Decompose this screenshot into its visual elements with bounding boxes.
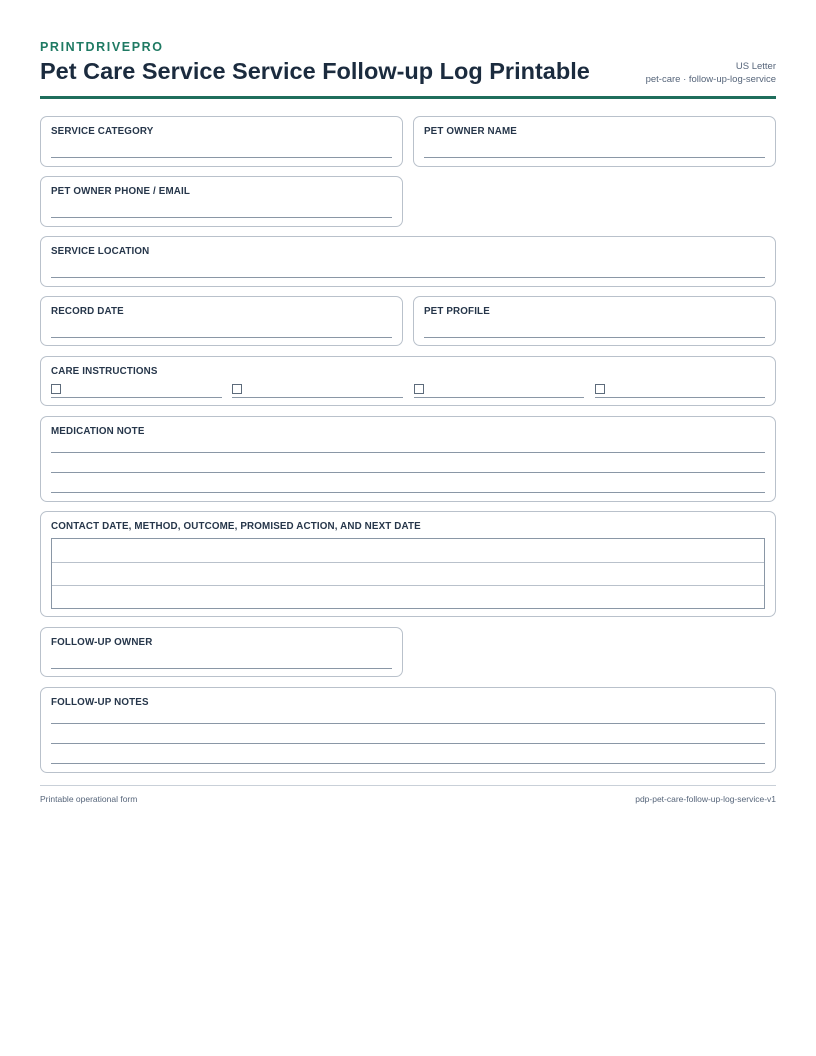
record-date-field[interactable] xyxy=(40,296,403,346)
service-category-input-line[interactable] xyxy=(51,157,392,158)
care-instruction-item[interactable] xyxy=(51,384,222,398)
medication-note-line[interactable] xyxy=(51,472,765,473)
medication-note-field[interactable] xyxy=(40,416,776,502)
service-location-label: SERVICE LOCATION xyxy=(51,246,150,257)
care-instructions-field xyxy=(40,356,776,406)
checkbox[interactable] xyxy=(595,384,605,394)
table-row-divider xyxy=(52,562,764,563)
footer-description: Printable operational form xyxy=(40,794,138,804)
pet-owner-contact-label: PET OWNER PHONE / EMAIL xyxy=(51,186,190,197)
footer-rule xyxy=(40,785,776,786)
pet-owner-name-label: PET OWNER NAME xyxy=(424,126,517,137)
medication-note-label: MEDICATION NOTE xyxy=(51,426,145,437)
care-instruction-item[interactable] xyxy=(414,384,584,398)
checkbox[interactable] xyxy=(414,384,424,394)
service-location-field[interactable] xyxy=(40,236,776,287)
pet-owner-contact-input-line[interactable] xyxy=(51,217,392,218)
document-meta xyxy=(646,60,776,86)
follow-up-notes-line[interactable] xyxy=(51,743,765,744)
service-category-field[interactable] xyxy=(40,116,403,167)
category-path-label: pet-care · follow-up-log-service xyxy=(645,74,776,85)
record-date-input-line[interactable] xyxy=(51,337,392,338)
record-date-label: RECORD DATE xyxy=(51,306,124,317)
pet-profile-input-line[interactable] xyxy=(424,337,765,338)
table-row-divider xyxy=(52,585,764,586)
pet-profile-label: PET PROFILE xyxy=(424,306,490,317)
contact-log-table xyxy=(51,538,765,609)
page-title: Pet Care Service Service Follow-up Log Printable xyxy=(40,58,590,84)
pet-profile-field[interactable] xyxy=(413,296,776,346)
care-instruction-line[interactable] xyxy=(414,397,584,398)
medication-note-line[interactable] xyxy=(51,492,765,493)
footer-form-id: pdp-pet-care-follow-up-log-service-v1 xyxy=(635,794,776,804)
follow-up-notes-line[interactable] xyxy=(51,723,765,724)
care-instruction-line[interactable] xyxy=(51,397,222,398)
service-location-input-line[interactable] xyxy=(51,277,765,278)
care-instruction-item[interactable] xyxy=(595,384,765,398)
brand-name: PRINTDRIVEPRO xyxy=(40,40,164,54)
checkbox[interactable] xyxy=(232,384,242,394)
care-instruction-line[interactable] xyxy=(595,397,765,398)
pet-owner-name-field[interactable] xyxy=(413,116,776,167)
care-instructions-label: CARE INSTRUCTIONS xyxy=(51,366,158,377)
follow-up-notes-line[interactable] xyxy=(51,763,765,764)
header-rule xyxy=(40,96,776,99)
contact-log-label: CONTACT DATE, METHOD, OUTCOME, PROMISED ACTION, AND NEXT DATE xyxy=(51,521,421,532)
paper-size-label: US Letter xyxy=(735,61,776,72)
care-instruction-item[interactable] xyxy=(232,384,403,398)
medication-note-line[interactable] xyxy=(51,452,765,453)
follow-up-owner-input-line[interactable] xyxy=(51,668,392,669)
checkbox[interactable] xyxy=(51,384,61,394)
follow-up-owner-label: FOLLOW-UP OWNER xyxy=(51,637,153,648)
contact-log-field xyxy=(40,511,776,617)
follow-up-notes-field[interactable] xyxy=(40,687,776,773)
follow-up-notes-label: FOLLOW-UP NOTES xyxy=(51,697,149,708)
pet-owner-name-input-line[interactable] xyxy=(424,157,765,158)
care-instruction-line[interactable] xyxy=(232,397,403,398)
follow-up-owner-field[interactable] xyxy=(40,627,403,677)
pet-owner-contact-field[interactable] xyxy=(40,176,403,227)
service-category-label: SERVICE CATEGORY xyxy=(51,126,154,137)
